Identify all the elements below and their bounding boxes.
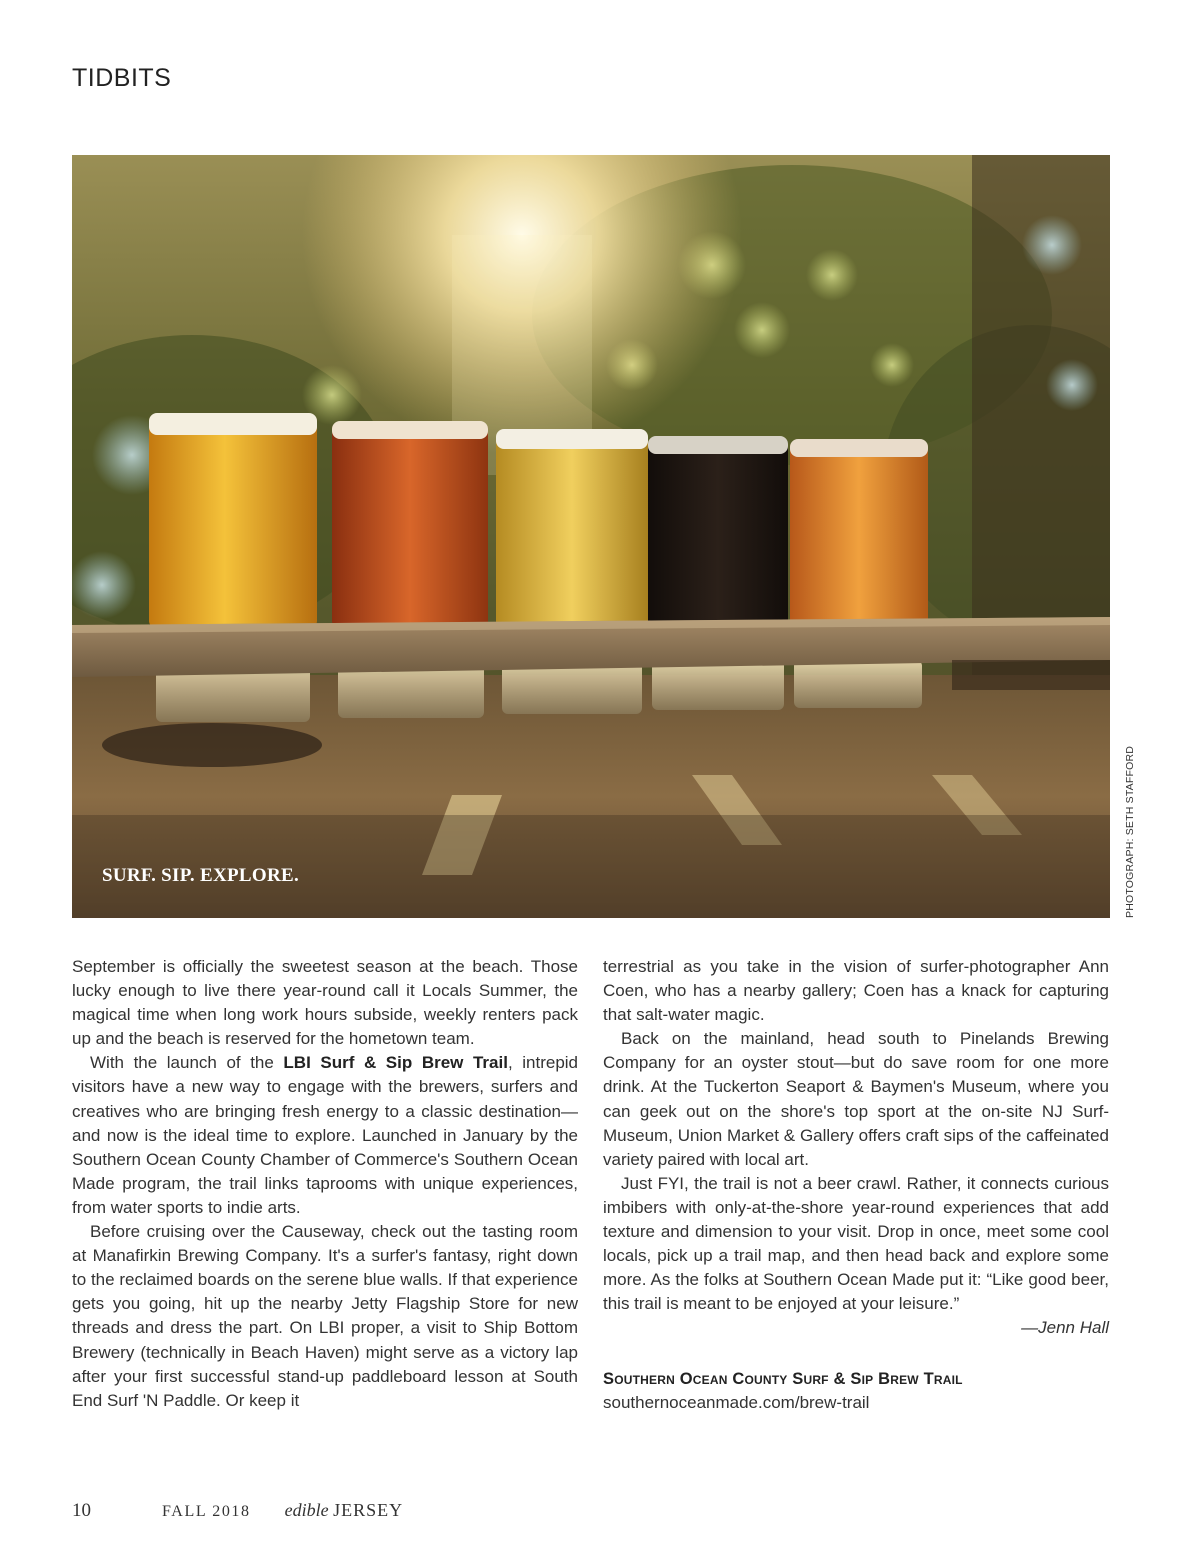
glass-4: [648, 436, 788, 710]
trail-info-title: Southern Ocean County Surf & Sip Brew Trail: [603, 1369, 963, 1388]
glass-5: [790, 439, 928, 708]
page-number: 10: [72, 1500, 91, 1521]
paragraph-text: , intrepid visitors have a new way to engage with the brewers, surfers and creatives who are bringing fresh energy to a classic destination—and now is the ideal time to explore. Launched in January by the Southern Ocean County Chamber of Commerce's Southern Ocean Made program, the trail links taprooms with unique experiences, from water sports to indie arts.: [72, 1053, 579, 1217]
article-column-left: [72, 955, 578, 1413]
paragraph-text: With the launch of the: [90, 1053, 284, 1073]
photo-caption: SURF. SIP. EXPLORE.: [102, 865, 299, 886]
beer-flight-illustration: [72, 155, 1110, 918]
article-paragraph: Back on the mainland, head south to Pinelands Brewing Company for an oyster stout—but do save room for one more drink. At the Tuckerton Seaport & Baymen's Museum, where you can geek out on the shore's top sport at the on-site NJ Surf-Museum, Union Market & Gallery offers craft sips of the caffeinated variety paired with local art.: [603, 1029, 1109, 1169]
article-paragraph: [72, 1051, 578, 1220]
trail-website-link[interactable]: southernoceanmade.com/brew-trail: [603, 1392, 870, 1412]
magazine-name-edible: edible: [284, 1500, 329, 1520]
issue-date: FALL 2018: [162, 1503, 251, 1520]
page-footer: [72, 1500, 403, 1522]
glass-2: [332, 421, 488, 718]
article-paragraph: September is officially the sweetest season at the beach. Those lucky enough to live there year-round call it Locals Summer, the magical time when long work hours subside, weekly renters pack up and the beach is reserved for the hometown team.: [72, 957, 578, 1049]
author-byline: —Jenn Hall: [1021, 1318, 1109, 1338]
glass-1: [149, 413, 317, 722]
article-column-right: [603, 955, 1109, 1415]
magazine-name-jersey: JERSEY: [333, 1500, 404, 1520]
article-paragraph: Just FYI, the trail is not a beer crawl. Rather, it connects curious imbibers with only-at-the-shore year-round experiences that add texture and dimension to your visit. Drop in once, meet some cool locals, pick up a trail map, and then head back and explore some more. As the folks at Southern Ocean Made put it: “Like good beer, this trail is meant to be enjoyed at your leisure.”: [603, 1173, 1109, 1314]
trail-info-box: [603, 1367, 1109, 1415]
brew-trail-name: LBI Surf & Sip Brew Trail: [283, 1053, 508, 1073]
beer-flight-photo: [72, 155, 1110, 918]
photo-credit: PHOTOGRAPH: SETH STAFFORD: [1124, 745, 1136, 918]
section-label: TIDBITS: [72, 64, 172, 92]
glass-3: [496, 429, 648, 714]
article-paragraph: Before cruising over the Causeway, check out the tasting room at Manafirkin Brewing Company. It's a surfer's fantasy, right down to the reclaimed boards on the serene blue walls. If that experience gets you going, hit up the nearby Jetty Flagship Store for new threads and dress the part. On LBI proper, a visit to Ship Bottom Brewery (technically in Beach Haven) might serve as a victory lap after your first successful stand-up paddleboard lesson at South End Surf 'N Paddle. Or keep it: [72, 1222, 578, 1410]
article-paragraph: terrestrial as you take in the vision of surfer-photographer Ann Coen, who has a nearby gallery; Coen has a knack for capturing that salt-water magic.: [603, 957, 1109, 1025]
